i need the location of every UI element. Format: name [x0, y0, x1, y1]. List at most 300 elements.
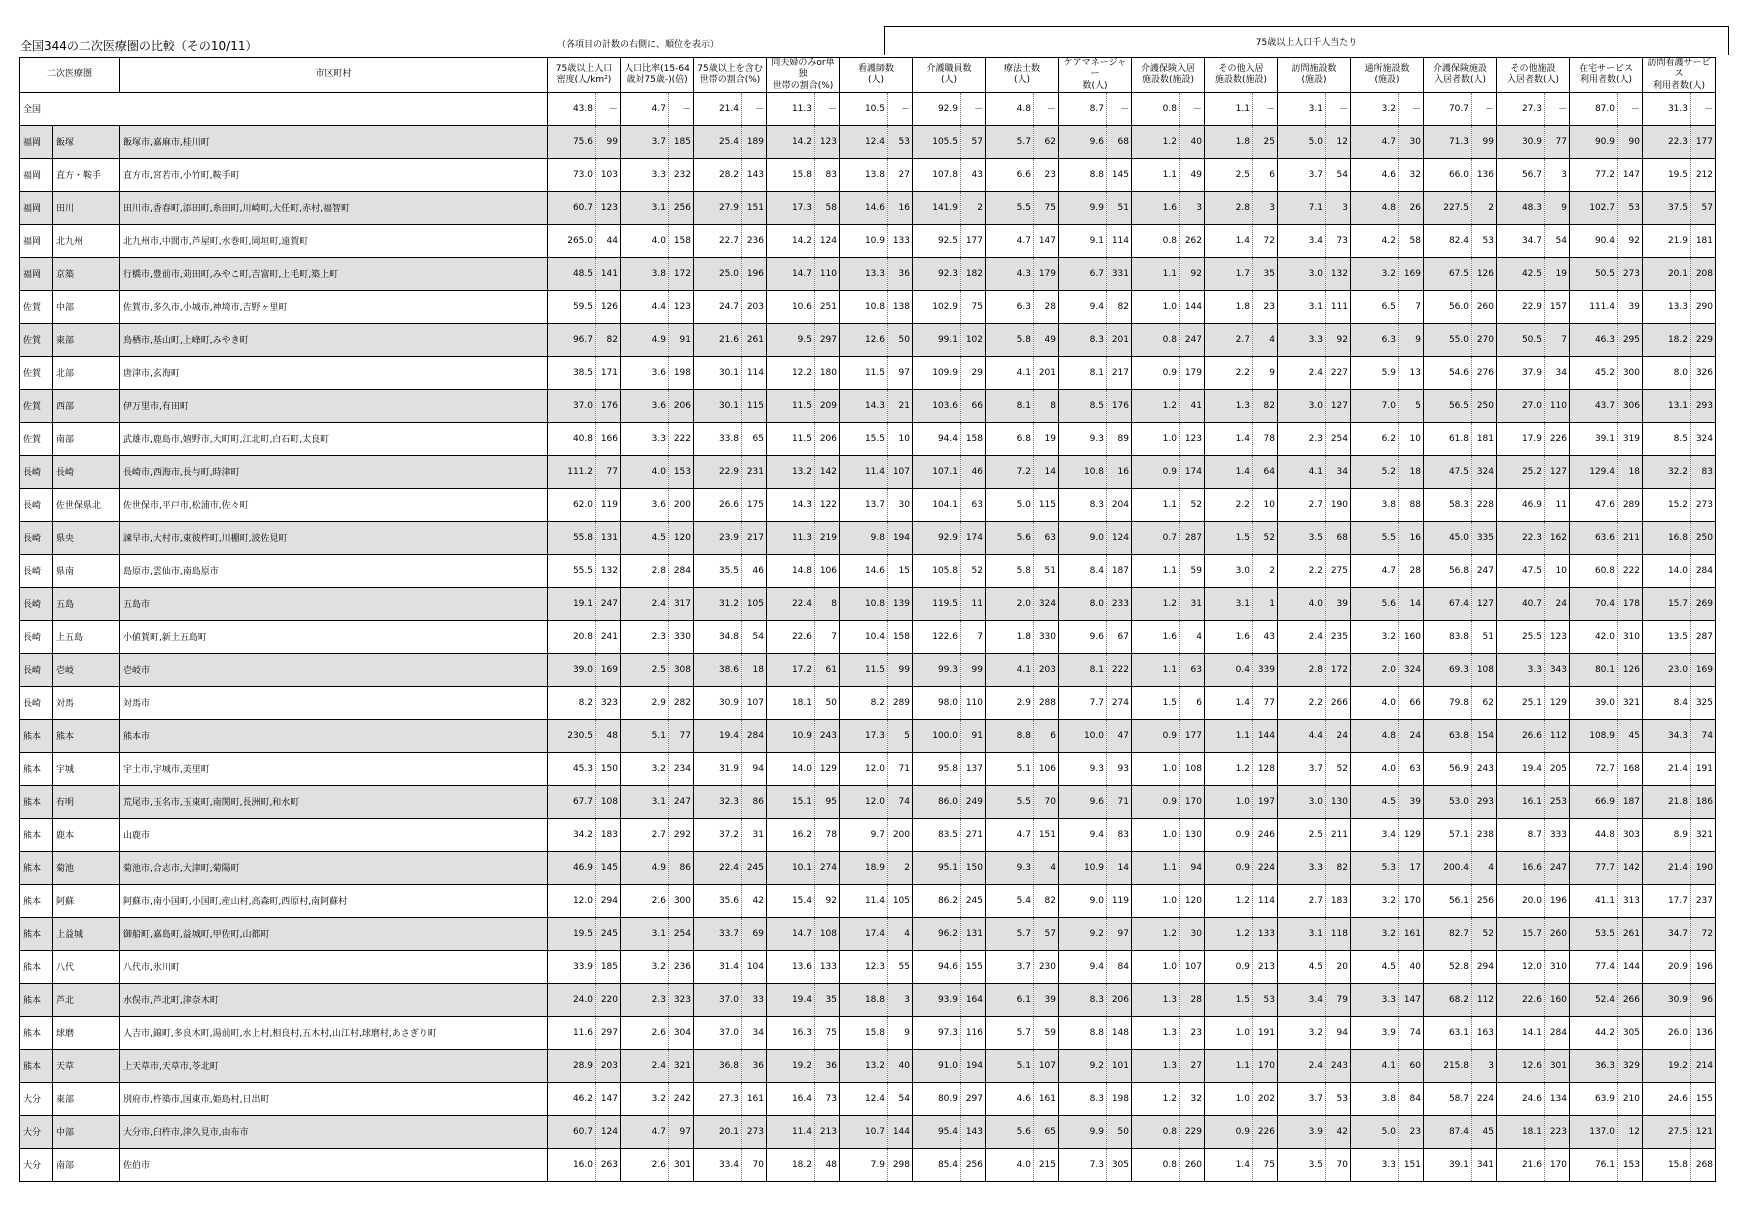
- value-cell: 12.2: [767, 356, 815, 389]
- rank-cell: 273: [1691, 488, 1716, 521]
- value-cell: 5.5: [986, 785, 1034, 818]
- rank-cell: 3: [1253, 191, 1278, 224]
- rank-cell: 95: [815, 785, 840, 818]
- rank-cell: 174: [961, 521, 986, 554]
- header-row: [20, 58, 1716, 93]
- value-cell: 3.7: [1278, 1082, 1326, 1115]
- metric-header-line: 世帯の割合(%): [772, 80, 834, 91]
- value-cell: 10.1: [767, 851, 815, 884]
- rank-cell: 43: [961, 158, 986, 191]
- rank-cell: 321: [669, 1049, 694, 1082]
- value-cell: 12.3: [840, 950, 888, 983]
- rank-cell: 74: [888, 785, 913, 818]
- value-cell: 1.4: [1205, 422, 1253, 455]
- rank-cell: 171: [596, 356, 621, 389]
- rank-cell: 284: [1691, 554, 1716, 587]
- value-cell: 16.4: [767, 1082, 815, 1115]
- metric-header: [913, 58, 986, 93]
- value-cell: 5.3: [1351, 851, 1399, 884]
- area-cell: 有明: [53, 785, 120, 818]
- value-cell: 3.5: [1278, 521, 1326, 554]
- area-cell: 北九州: [53, 224, 120, 257]
- value-cell: 4.7: [1351, 125, 1399, 158]
- prefecture-cell: 熊本: [20, 752, 53, 785]
- value-cell: 1.5: [1205, 521, 1253, 554]
- area-cell: 球磨: [53, 1016, 120, 1049]
- rank-cell: 191: [1691, 752, 1716, 785]
- value-cell: 1.2: [1132, 389, 1180, 422]
- rank-cell: 194: [961, 1049, 986, 1082]
- value-cell: 4.5: [621, 521, 669, 554]
- value-cell: 10.7: [840, 1115, 888, 1148]
- area-cell: 県央: [53, 521, 120, 554]
- value-cell: 37.2: [694, 818, 742, 851]
- value-cell: 5.7: [986, 1016, 1034, 1049]
- value-cell: 108.9: [1570, 719, 1618, 752]
- value-cell: 99.3: [913, 653, 961, 686]
- value-cell: 77.2: [1570, 158, 1618, 191]
- rank-cell: 1: [1253, 587, 1278, 620]
- rank-cell: 47: [1107, 719, 1132, 752]
- rank-cell: 227: [1326, 356, 1351, 389]
- rank-cell: －: [1691, 92, 1716, 125]
- metric-header-line: 施設数(施設): [1141, 74, 1195, 85]
- rank-cell: 14: [1107, 851, 1132, 884]
- value-cell: 96.2: [913, 917, 961, 950]
- value-cell: 32.2: [1643, 455, 1691, 488]
- rank-cell: 250: [1691, 521, 1716, 554]
- value-cell: 1.2: [1132, 125, 1180, 158]
- rank-cell: 74: [1399, 1016, 1424, 1049]
- rank-cell: 268: [1691, 1148, 1716, 1181]
- rank-cell: 179: [1180, 356, 1205, 389]
- value-cell: 3.2: [1351, 257, 1399, 290]
- rank-cell: 263: [596, 1148, 621, 1181]
- rank-cell: 52: [961, 554, 986, 587]
- value-cell: 3.6: [621, 356, 669, 389]
- value-cell: 1.4: [1205, 224, 1253, 257]
- table-row: [20, 818, 1716, 851]
- rank-cell: 71: [1107, 785, 1132, 818]
- value-cell: 19.2: [767, 1049, 815, 1082]
- rank-cell: 208: [1691, 257, 1716, 290]
- rank-cell: 86: [669, 851, 694, 884]
- value-cell: 3.8: [1351, 488, 1399, 521]
- value-cell: 8.7: [1059, 92, 1107, 125]
- rank-cell: 72: [1253, 224, 1278, 257]
- rank-cell: 33: [742, 983, 767, 1016]
- municipalities-cell: 唐津市,玄海町: [120, 356, 548, 389]
- area-cell: 阿蘇: [53, 884, 120, 917]
- value-cell: 58.3: [1424, 488, 1472, 521]
- rank-cell: 147: [1034, 224, 1059, 257]
- municipalities-cell: 飯塚市,嘉麻市,桂川町: [120, 125, 548, 158]
- rank-cell: 329: [1618, 1049, 1643, 1082]
- rank-cell: 166: [596, 422, 621, 455]
- value-cell: 42.0: [1570, 620, 1618, 653]
- rank-cell: 16: [1107, 455, 1132, 488]
- rank-cell: 288: [1034, 686, 1059, 719]
- value-cell: 30.9: [1497, 125, 1545, 158]
- value-cell: 4.7: [621, 92, 669, 125]
- value-cell: 39.0: [548, 653, 596, 686]
- value-cell: 1.3: [1132, 1049, 1180, 1082]
- value-cell: 6.1: [986, 983, 1034, 1016]
- value-cell: 85.4: [913, 1148, 961, 1181]
- rank-cell: 59: [1034, 1016, 1059, 1049]
- rank-cell: 238: [1472, 818, 1497, 851]
- rank-cell: 177: [961, 224, 986, 257]
- value-cell: 4.5: [1278, 950, 1326, 983]
- rank-cell: 343: [1545, 653, 1570, 686]
- table-row: [20, 554, 1716, 587]
- rank-cell: 256: [961, 1148, 986, 1181]
- value-cell: 3.1: [1278, 290, 1326, 323]
- value-cell: 60.7: [548, 191, 596, 224]
- rank-cell: 53: [1472, 224, 1497, 257]
- rank-cell: 274: [1107, 686, 1132, 719]
- rank-cell: 300: [669, 884, 694, 917]
- value-cell: 12.4: [840, 125, 888, 158]
- value-cell: 80.9: [913, 1082, 961, 1115]
- rank-cell: 155: [1691, 1082, 1716, 1115]
- rank-cell: 120: [669, 521, 694, 554]
- metric-header-line: (施設): [1301, 74, 1327, 85]
- prefecture-cell: 長崎: [20, 686, 53, 719]
- rank-cell: 304: [669, 1016, 694, 1049]
- value-cell: 4.0: [621, 224, 669, 257]
- area-cell: 田川: [53, 191, 120, 224]
- value-cell: 38.6: [694, 653, 742, 686]
- area-cell: 宇城: [53, 752, 120, 785]
- area-cell: 八代: [53, 950, 120, 983]
- area-cell: 上益城: [53, 917, 120, 950]
- value-cell: 2.7: [1278, 488, 1326, 521]
- value-cell: 10.4: [840, 620, 888, 653]
- rank-cell: 102: [961, 323, 986, 356]
- value-cell: 4.6: [986, 1082, 1034, 1115]
- value-cell: 27.3: [694, 1082, 742, 1115]
- value-cell: 80.1: [1570, 653, 1618, 686]
- prefecture-cell: 佐賀: [20, 389, 53, 422]
- table-row: [20, 455, 1716, 488]
- value-cell: 47.5: [1497, 554, 1545, 587]
- metric-header-line: (人): [867, 74, 885, 85]
- rank-cell: 50: [888, 323, 913, 356]
- rank-cell: 77: [596, 455, 621, 488]
- value-cell: 9.9: [1059, 191, 1107, 224]
- value-cell: 91.0: [913, 1049, 961, 1082]
- value-cell: 119.5: [913, 587, 961, 620]
- value-cell: 18.2: [767, 1148, 815, 1181]
- rank-cell: 51: [1034, 554, 1059, 587]
- value-cell: 2.2: [1205, 356, 1253, 389]
- rank-cell: 247: [1472, 554, 1497, 587]
- rank-cell: 24: [1545, 587, 1570, 620]
- value-cell: 6.7: [1059, 257, 1107, 290]
- value-cell: 0.9: [1132, 455, 1180, 488]
- value-cell: 25.4: [694, 125, 742, 158]
- value-cell: 18.8: [840, 983, 888, 1016]
- rank-cell: 83: [815, 158, 840, 191]
- value-cell: 3.6: [621, 488, 669, 521]
- value-cell: 1.1: [1132, 653, 1180, 686]
- rank-cell: 245: [596, 917, 621, 950]
- rank-cell: 237: [1691, 884, 1716, 917]
- rank-cell: 223: [1545, 1115, 1570, 1148]
- value-cell: 111.2: [548, 455, 596, 488]
- rank-cell: 169: [1691, 653, 1716, 686]
- rank-cell: 115: [742, 389, 767, 422]
- value-cell: 1.5: [1132, 686, 1180, 719]
- value-cell: 8.3: [1059, 323, 1107, 356]
- rank-cell: 287: [1691, 620, 1716, 653]
- rank-cell: 26: [1399, 191, 1424, 224]
- area-cell: 京築: [53, 257, 120, 290]
- area-cell: 東部: [53, 323, 120, 356]
- value-cell: 35.5: [694, 554, 742, 587]
- rank-cell: 153: [1618, 1148, 1643, 1181]
- rank-cell: 213: [815, 1115, 840, 1148]
- value-cell: 2.9: [986, 686, 1034, 719]
- rank-cell: 205: [1545, 752, 1570, 785]
- area-cell: 県南: [53, 554, 120, 587]
- value-cell: 3.9: [1278, 1115, 1326, 1148]
- area-cell: 五島: [53, 587, 120, 620]
- value-cell: 6.6: [986, 158, 1034, 191]
- rank-cell: 153: [669, 455, 694, 488]
- value-cell: 11.5: [840, 356, 888, 389]
- value-cell: 30.1: [694, 356, 742, 389]
- value-cell: 1.2: [1132, 917, 1180, 950]
- value-cell: 1.1: [1132, 158, 1180, 191]
- rank-cell: 326: [1691, 356, 1716, 389]
- value-cell: 62.0: [548, 488, 596, 521]
- value-cell: 13.1: [1643, 389, 1691, 422]
- prefecture-cell: 熊本: [20, 950, 53, 983]
- value-cell: 16.8: [1643, 521, 1691, 554]
- value-cell: 14.1: [1497, 1016, 1545, 1049]
- value-cell: 93.9: [913, 983, 961, 1016]
- rank-cell: －: [1180, 92, 1205, 125]
- metric-header-line: その他入居: [1218, 63, 1264, 74]
- value-cell: 14.6: [840, 554, 888, 587]
- value-cell: 61.8: [1424, 422, 1472, 455]
- value-cell: 25.0: [694, 257, 742, 290]
- municipalities-cell: 阿蘇市,南小国町,小国町,産山村,高森町,西原村,南阿蘇村: [120, 884, 548, 917]
- value-cell: 5.1: [621, 719, 669, 752]
- value-cell: 15.8: [840, 1016, 888, 1049]
- value-cell: 8.3: [1059, 983, 1107, 1016]
- rank-cell: 94: [1180, 851, 1205, 884]
- value-cell: 56.7: [1497, 158, 1545, 191]
- rank-cell: 157: [1545, 290, 1570, 323]
- value-cell: 3.3: [1351, 983, 1399, 1016]
- prefecture-cell: 大分: [20, 1115, 53, 1148]
- value-cell: 16.2: [767, 818, 815, 851]
- rank-cell: 43: [1253, 620, 1278, 653]
- rank-cell: 297: [815, 323, 840, 356]
- rank-cell: 232: [669, 158, 694, 191]
- rank-cell: －: [1618, 92, 1643, 125]
- metric-header-line: その他施設: [1510, 63, 1556, 74]
- value-cell: 82.4: [1424, 224, 1472, 257]
- value-cell: 0.9: [1132, 785, 1180, 818]
- rank-cell: 127: [1545, 455, 1570, 488]
- prefecture-cell: 佐賀: [20, 356, 53, 389]
- value-cell: 15.8: [1643, 1148, 1691, 1181]
- rank-cell: 11: [1545, 488, 1570, 521]
- rank-cell: 319: [1618, 422, 1643, 455]
- rank-cell: 28: [1399, 554, 1424, 587]
- rank-cell: 34: [1545, 356, 1570, 389]
- rank-cell: 317: [669, 587, 694, 620]
- metric-header: [1424, 58, 1497, 93]
- rank-cell: 247: [1180, 323, 1205, 356]
- value-cell: 109.9: [913, 356, 961, 389]
- value-cell: 3.2: [1351, 92, 1399, 125]
- value-cell: 4.2: [1351, 224, 1399, 257]
- value-cell: 2.6: [621, 1148, 669, 1181]
- rank-cell: 170: [1253, 1049, 1278, 1082]
- value-cell: 40.7: [1497, 587, 1545, 620]
- value-cell: 4.9: [621, 323, 669, 356]
- value-cell: 19.4: [767, 983, 815, 1016]
- rank-cell: 53: [1618, 191, 1643, 224]
- rank-cell: 176: [1107, 389, 1132, 422]
- rank-cell: 169: [1399, 257, 1424, 290]
- value-cell: 4.1: [986, 356, 1034, 389]
- value-cell: 14.6: [840, 191, 888, 224]
- value-cell: 17.2: [767, 653, 815, 686]
- value-cell: 4.5: [1351, 785, 1399, 818]
- value-cell: 19.1: [548, 587, 596, 620]
- rank-cell: 151: [1034, 818, 1059, 851]
- rank-cell: 107: [1034, 1049, 1059, 1082]
- rank-cell: 158: [669, 224, 694, 257]
- rank-cell: 53: [1253, 983, 1278, 1016]
- metric-header: [1570, 58, 1643, 93]
- rank-cell: 48: [596, 719, 621, 752]
- metric-header: [986, 58, 1059, 93]
- rank-cell: 198: [669, 356, 694, 389]
- value-cell: 11.5: [840, 653, 888, 686]
- value-cell: 20.8: [548, 620, 596, 653]
- rank-cell: 196: [1691, 950, 1716, 983]
- prefecture-cell: 長崎: [20, 554, 53, 587]
- prefecture-cell: 大分: [20, 1148, 53, 1181]
- rank-cell: 310: [1545, 950, 1570, 983]
- value-cell: 111.4: [1570, 290, 1618, 323]
- area-cell: 対馬: [53, 686, 120, 719]
- rank-cell: 70: [742, 1148, 767, 1181]
- rank-cell: 234: [669, 752, 694, 785]
- rank-cell: 5: [1399, 389, 1424, 422]
- rank-cell: 83: [1107, 818, 1132, 851]
- value-cell: 3.7: [1278, 158, 1326, 191]
- value-cell: 43.7: [1570, 389, 1618, 422]
- value-cell: 92.9: [913, 92, 961, 125]
- value-cell: 9.4: [1059, 950, 1107, 983]
- value-cell: 31.4: [694, 950, 742, 983]
- area-cell: 直方・鞍手: [53, 158, 120, 191]
- rank-cell: 75: [1034, 191, 1059, 224]
- metric-header: [1497, 58, 1570, 93]
- municipalities-cell: 荒尾市,玉名市,玉東町,南関町,長洲町,和水町: [120, 785, 548, 818]
- rank-cell: 260: [1472, 290, 1497, 323]
- rank-cell: 293: [1691, 389, 1716, 422]
- rank-cell: 18: [742, 653, 767, 686]
- value-cell: 46.2: [548, 1082, 596, 1115]
- metric-header-line: 歳対75歳-)(倍): [626, 74, 688, 85]
- area-cell: 南部: [53, 1148, 120, 1181]
- rank-cell: 41: [1180, 389, 1205, 422]
- rank-cell: 7: [961, 620, 986, 653]
- rank-cell: 217: [1107, 356, 1132, 389]
- value-cell: 48.5: [548, 257, 596, 290]
- comparison-table: [19, 57, 1716, 1182]
- value-cell: 13.8: [840, 158, 888, 191]
- value-cell: 3.7: [986, 950, 1034, 983]
- rank-cell: 82: [1253, 389, 1278, 422]
- value-cell: 22.9: [694, 455, 742, 488]
- rank-cell: 158: [961, 422, 986, 455]
- value-cell: 23.9: [694, 521, 742, 554]
- value-cell: 5.5: [986, 191, 1034, 224]
- rank-cell: 28: [1180, 983, 1205, 1016]
- value-cell: 3.3: [1497, 653, 1545, 686]
- rank-cell: 331: [1107, 257, 1132, 290]
- value-cell: 26.0: [1643, 1016, 1691, 1049]
- rank-cell: 18: [1618, 455, 1643, 488]
- rank-cell: 7: [1545, 323, 1570, 356]
- value-cell: 37.0: [694, 1016, 742, 1049]
- value-cell: 21.6: [694, 323, 742, 356]
- rank-cell: 115: [1034, 488, 1059, 521]
- rank-cell: 170: [1180, 785, 1205, 818]
- value-cell: 31.9: [694, 752, 742, 785]
- municipalities-cell: 上天草市,天草市,苓北町: [120, 1049, 548, 1082]
- municipalities-cell: 長崎市,西海市,長与町,時津町: [120, 455, 548, 488]
- value-cell: 16.0: [548, 1148, 596, 1181]
- rank-cell: 30: [1399, 125, 1424, 158]
- value-cell: 5.7: [986, 917, 1034, 950]
- value-cell: 5.0: [1278, 125, 1326, 158]
- metric-header-line: 入居者数(人): [1506, 74, 1560, 85]
- table-row: [20, 389, 1716, 422]
- value-cell: 28.2: [694, 158, 742, 191]
- rank-cell: 203: [1034, 653, 1059, 686]
- rank-cell: 209: [815, 389, 840, 422]
- rank-cell: 251: [815, 290, 840, 323]
- rank-cell: 48: [815, 1148, 840, 1181]
- value-cell: 50.5: [1570, 257, 1618, 290]
- value-cell: 4.0: [1351, 752, 1399, 785]
- value-cell: 0.8: [1132, 1148, 1180, 1181]
- value-cell: 2.3: [1278, 422, 1326, 455]
- municipalities-cell: 大分市,臼杵市,津久見市,由布市: [120, 1115, 548, 1148]
- rank-cell: 77: [1253, 686, 1278, 719]
- value-cell: 9.4: [1059, 818, 1107, 851]
- value-cell: 1.5: [1205, 983, 1253, 1016]
- rank-cell: 78: [815, 818, 840, 851]
- rank-cell: 292: [669, 818, 694, 851]
- rank-cell: 245: [742, 851, 767, 884]
- rank-cell: 108: [596, 785, 621, 818]
- table-row: [20, 488, 1716, 521]
- rank-cell: 4: [1472, 851, 1497, 884]
- value-cell: 26.6: [694, 488, 742, 521]
